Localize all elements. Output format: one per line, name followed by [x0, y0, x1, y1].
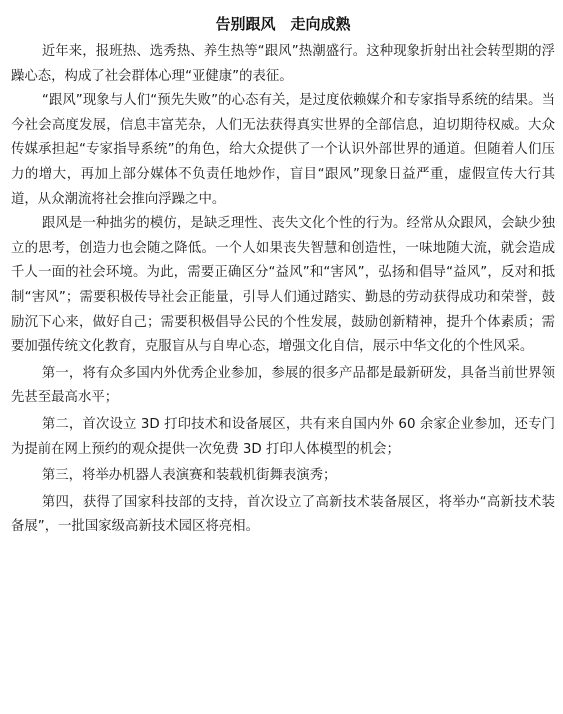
list-item: 第二，首次设立 3D 打印技术和设备展区，共有来自国内外 60 余家企业参加，还专门为提前在网上预约的观众提供一次免费 3D 打印人体模型的机会；	[11, 416, 555, 457]
document-title: 告别跟风 走向成熟	[215, 15, 351, 33]
paragraph: 近年来，报班热、选秀热、养生热等“跟风”热潮盛行。这种现象折射出社会转型期的浮躁心态，构成了社会群体心理“亚健康”的表征。	[11, 44, 555, 84]
document	[11, 14, 555, 540]
list-item: 第四，获得了国家科技部的支持，首次设立了高新技术装备展区，将举办“高新技术装备展”，一批国家级高新技术园区将亮相。	[11, 494, 555, 535]
paragraph: 跟风是一种拙劣的模仿，是缺乏理性、丧失文化个性的行为。经常从众跟风，会缺少独立的思考，创造力也会随之降低。一个人如果丧失智慧和创造性，一味地随大流，就会造成千人一面的社会环境。为此，需要正确区分“益风”和“害风”，弘扬和倡导“益风”，反对和抵制“害风”；需要积极传导社会正能量，引导人们通过踏实、勤恳的劳动获得成功和荣誉，鼓励沉下心来，做好自己；需要积极倡导公民的个性发展，鼓励创新精神，提升个体素质；需要加强传统文化教育，克服盲从与自卑心态，增强文化自信，展示中华文化的个性风采。	[11, 216, 555, 355]
paragraph: “跟风”现象与人们“预先失败”的心态有关，是过度依赖媒介和专家指导系统的结果。当今社会高度发展，信息丰富芜杂，人们无法获得真实世界的全部信息，迫切期待权威。大众传媒承担起“专家指导系统”的角色，给大众提供了一个认识外部世界的通道。但随着人们压力的增大，再加上部分媒体不负责任地炒作，盲目“跟风”现象日益严重，虚假宣传大行其道，从众潮流将社会推向浮躁之中。	[11, 93, 555, 207]
list-item: 第一，将有众多国内外优秀企业参加，参展的很多产品都是最新研发，具备当前世界领先甚至最高水平；	[11, 365, 555, 406]
list-item: 第三，将举办机器人表演赛和装载机街舞表演秀；	[41, 468, 337, 484]
